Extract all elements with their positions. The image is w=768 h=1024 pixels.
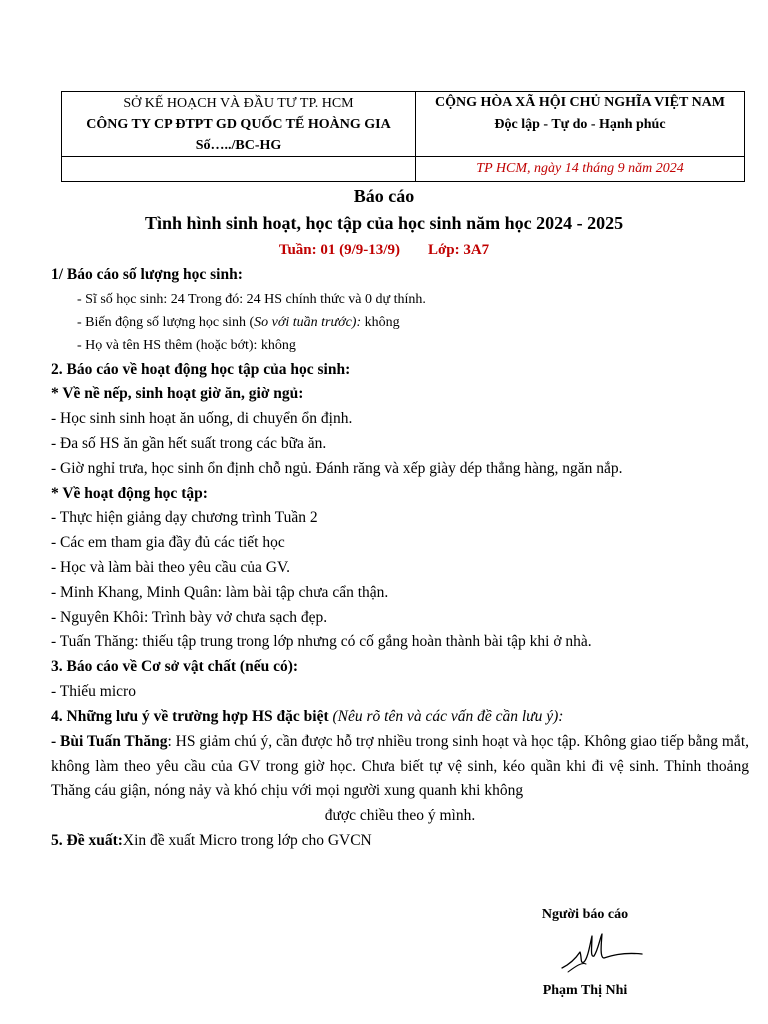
section3-heading: 3. Báo cáo về Cơ sở vật chất (nếu có): [51, 658, 299, 676]
signer-name: Phạm Thị Nhi [542, 983, 628, 998]
signature-title: Người báo cáo [541, 907, 629, 922]
week-label: Tuần: 01 (9/9-13/9) [278, 242, 400, 258]
student-note-paragraph [51, 730, 749, 830]
list-item: - Đa số HS ăn gần hết suất trong các bữa ăn. [51, 435, 327, 453]
list-item: - Giờ nghỉ trưa, học sinh ổn định chỗ ngủ. Đánh răng và xếp giày dép thẳng hàng, ngăn nắp. [51, 459, 623, 477]
list-item: - Các em tham gia đầy đủ các tiết học [51, 534, 285, 552]
section4-heading-note: (Nêu rõ tên và các vấn đề cần lưu ý): [332, 707, 564, 725]
national-title: CỘNG HÒA XÃ HỘI CHỦ NGHĨA VIỆT NAM [434, 95, 725, 110]
section1-item: - Sĩ số học sinh: 24 Trong đó: 24 HS chính thức và 0 dự thính. [77, 291, 426, 307]
section1-item2-prefix: - Biến động số lượng học sinh ( [77, 315, 255, 331]
header-table [61, 91, 745, 182]
header-right-cell [416, 92, 745, 157]
document-number: Số…../BC-HG [195, 138, 282, 153]
list-item: - Nguyên Khôi: Trình bày vở chưa sạch đẹp. [51, 608, 328, 626]
section5-heading: 5. Đề xuất: [51, 832, 123, 850]
list-item: - Học sinh sinh hoạt ăn uống, di chuyển ổn định. [51, 410, 353, 428]
list-item: - Học và làm bài theo yêu cầu của GV. [51, 559, 291, 577]
week-class-line [0, 240, 768, 260]
section4-heading: 4. Những lưu ý về trường hợp HS đặc biệt [51, 707, 333, 725]
section2-sub-heading: * Về hoạt động học tập: [51, 484, 208, 502]
company-name: CÔNG TY CP ĐTPT GD QUỐC TẾ HOÀNG GIA [86, 117, 391, 132]
section2-heading: 2. Báo cáo về hoạt động học tập của học sinh: [51, 360, 351, 378]
section1-item2-suffix: không [361, 315, 400, 331]
list-item: - Tuấn Thăng: thiếu tập trung trong lớp nhưng có cố gắng hoàn thành bài tập khi ở nhà. [51, 633, 592, 651]
student-name: - Bùi Tuấn Thăng [51, 732, 168, 750]
list-item: - Thiếu micro [51, 683, 136, 701]
report-subtitle: Tình hình sinh hoạt, học tập của học sinh năm học 2024 - 2025 [144, 213, 624, 233]
class-label: Lớp: 3A7 [427, 242, 490, 258]
list-item: - Minh Khang, Minh Quân: làm bài tập chưa cẩn thận. [51, 583, 389, 601]
header-left-cell [62, 92, 416, 157]
report-body [51, 263, 749, 854]
header-empty-cell [62, 157, 416, 182]
section1-item [51, 311, 749, 334]
list-item: - Thực hiện giảng dạy chương trình Tuần 2 [51, 509, 318, 527]
section1-item: - Họ và tên HS thêm (hoặc bớt): không [77, 338, 296, 354]
section5-text: Xin đề xuất Micro trong lớp cho GVCN [122, 832, 372, 850]
student-note-text: : HS giảm chú ý, cần được hỗ trợ nhiều trong sinh hoạt và học tập. Không giao tiếp bằng mắt, không làm theo yêu cầu của GV trong giờ học. Chưa biết tự vệ sinh, kéo quần khi đi vệ sinh. Thỉnh thoảng Thăng cáu giận, nóng nảy và khó chịu với mọi người xung quanh khi không [51, 732, 749, 800]
section1-item2-italic: So với tuần trước): [254, 315, 362, 331]
document-date: TP HCM, ngày 14 tháng 9 năm 2024 [416, 157, 745, 182]
section5-line [51, 829, 749, 854]
report-title: Báo cáo [353, 186, 415, 206]
national-motto: Độc lập - Tự do - Hạnh phúc [494, 117, 666, 132]
department-name: SỞ KẾ HOẠCH VÀ ĐẦU TƯ TP. HCM [123, 96, 354, 111]
section1-heading: 1/ Báo cáo số lượng học sinh: [51, 266, 243, 283]
handwritten-signature [556, 928, 646, 976]
student-note-text-last: được chiều theo ý mình. [324, 807, 476, 825]
section4-heading-line [51, 705, 749, 730]
section2-sub-heading: * Về nề nếp, sinh hoạt giờ ăn, giờ ngủ: [51, 385, 304, 403]
